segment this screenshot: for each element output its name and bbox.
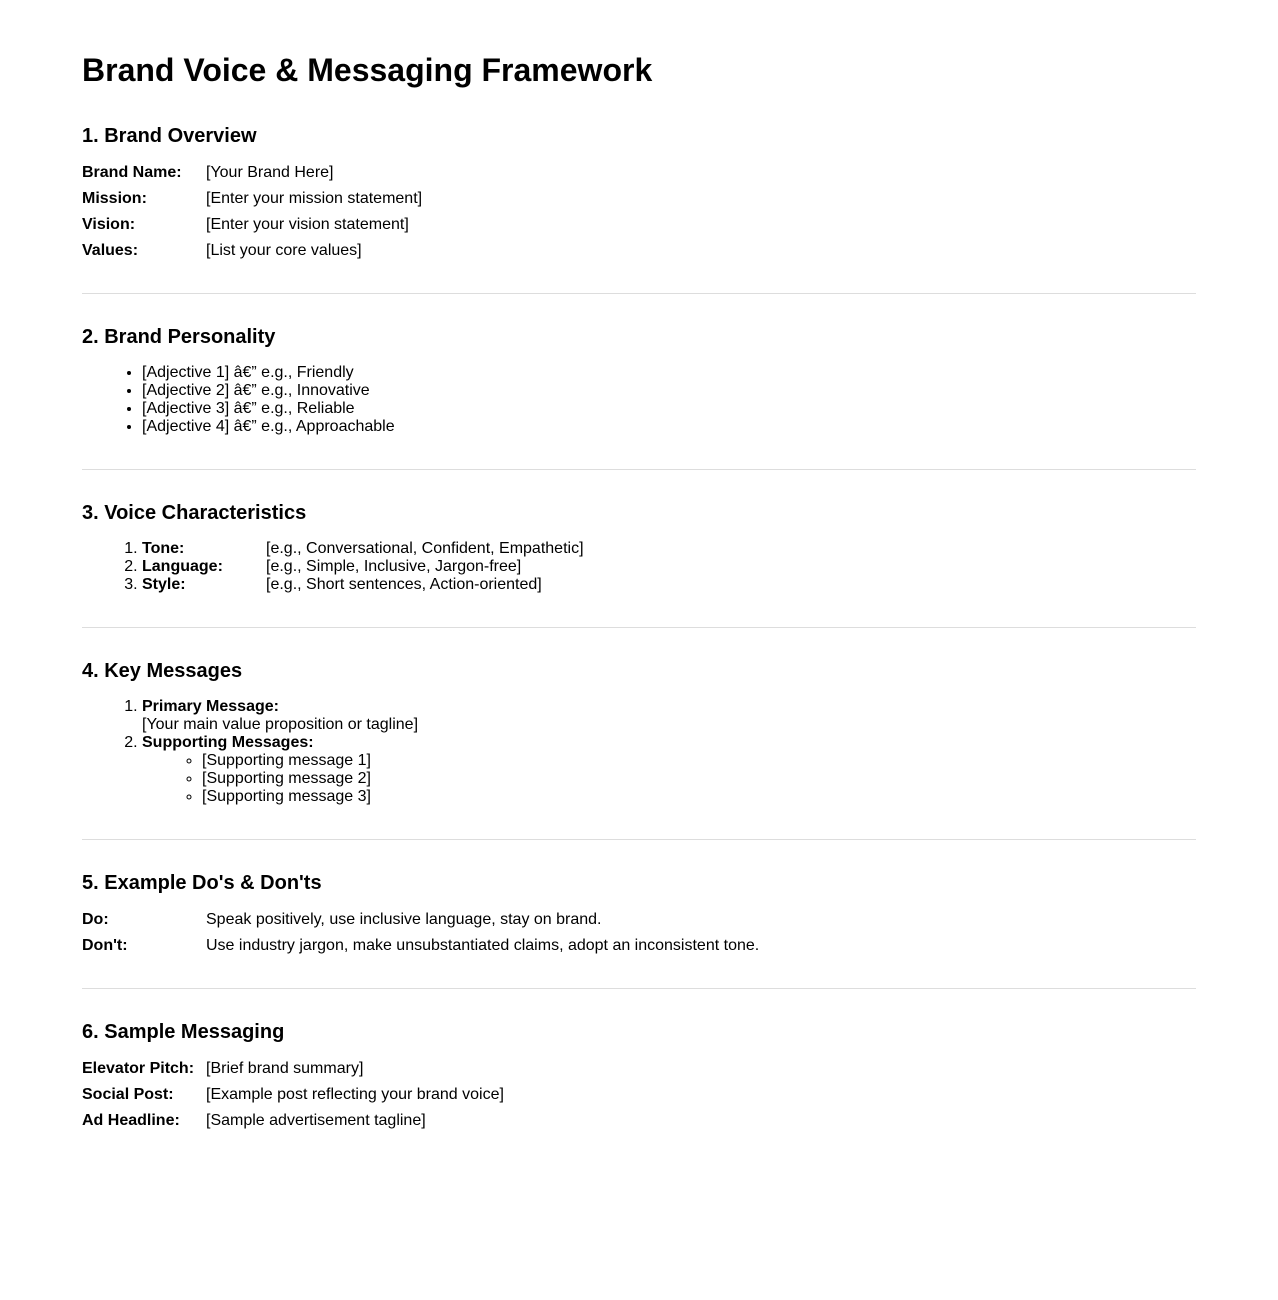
field-row-mission [82, 186, 1196, 212]
field-label: Elevator Pitch: [82, 1060, 195, 1077]
section-divider [82, 988, 1196, 989]
item-label: 1. Tone: [142, 540, 185, 557]
section-brand-personality [82, 325, 1196, 436]
personality-list [82, 364, 1196, 436]
section-brand-overview [82, 124, 1196, 264]
page-title: Brand Voice & Messaging Framework [82, 52, 653, 88]
list-item-supporting [142, 734, 1196, 806]
list-item-primary [142, 698, 1196, 734]
section-sample-messaging [82, 1020, 1196, 1134]
section-heading: 6. Sample Messaging [82, 1021, 285, 1043]
field-row-vision [82, 212, 1196, 238]
field-label: Ad Headline: [82, 1112, 180, 1129]
section-heading: 1. Brand Overview [82, 125, 257, 147]
dos-donts-fields [82, 907, 1196, 959]
item-value: [e.g., Conversational, Confident, Empathetic] [266, 540, 584, 557]
voice-list [82, 540, 1196, 594]
item-value: [e.g., Simple, Inclusive, Jargon-free] [266, 558, 522, 575]
field-value: [Your Brand Here] [206, 164, 334, 181]
section-divider [82, 469, 1196, 470]
section-heading: 2. Brand Personality [82, 326, 276, 348]
field-row-dont [82, 933, 1196, 959]
key-messages-list [82, 698, 1196, 806]
field-label: Brand Name: [82, 164, 182, 181]
list-item [142, 540, 1196, 558]
field-value: [Example post reflecting your brand voice] [206, 1086, 504, 1103]
field-row-ad-headline [82, 1108, 1196, 1134]
item-label: Primary Message: [142, 698, 279, 715]
field-value: [Brief brand summary] [206, 1060, 364, 1077]
section-divider [82, 627, 1196, 628]
field-label: Vision: [82, 216, 136, 233]
section-divider [82, 839, 1196, 840]
field-value: [List your core values] [206, 242, 362, 259]
list-item: • [Adjective 1] â€” e.g., Friendly [142, 364, 1196, 382]
brand-overview-fields [82, 160, 1196, 264]
field-value: [Enter your vision statement] [206, 216, 409, 233]
section-dos-donts [82, 871, 1196, 959]
field-value: [Enter your mission statement] [206, 190, 423, 207]
list-item: • [Adjective 4] â€” e.g., Approachable [142, 418, 1196, 436]
supporting-list [142, 752, 1196, 806]
list-item: ◦ [Supporting message 3] [202, 788, 1196, 806]
field-row-social-post [82, 1082, 1196, 1108]
field-label: Mission: [82, 190, 147, 207]
sample-messaging-fields [82, 1056, 1196, 1134]
field-label: Social Post: [82, 1086, 174, 1103]
list-item: ◦ [Supporting message 1] [202, 752, 1196, 770]
section-heading: 3. Voice Characteristics [82, 502, 307, 524]
field-label: Values: [82, 242, 139, 259]
list-item: ◦ [Supporting message 2] [202, 770, 1196, 788]
field-row-do [82, 907, 1196, 933]
list-item: • [Adjective 2] â€” e.g., Innovative [142, 382, 1196, 400]
field-value: Speak positively, use inclusive language, stay on brand. [206, 911, 602, 928]
item-value: [Your main value proposition or tagline] [142, 716, 419, 733]
list-item [142, 576, 1196, 594]
section-voice-characteristics [82, 501, 1196, 594]
field-row-brand-name [82, 160, 1196, 186]
item-label: Supporting Messages: [142, 734, 314, 751]
section-key-messages [82, 659, 1196, 806]
field-row-values [82, 238, 1196, 264]
section-heading: 5. Example Do's & Don'ts [82, 872, 322, 894]
list-item: • [Adjective 3] â€” e.g., Reliable [142, 400, 1196, 418]
field-value: [Sample advertisement tagline] [206, 1112, 426, 1129]
item-value: [e.g., Short sentences, Action-oriented] [266, 576, 542, 593]
field-row-elevator-pitch [82, 1056, 1196, 1082]
field-label: Don't: [82, 937, 128, 954]
item-label: 2. Language: [142, 558, 223, 575]
section-heading: 4. Key Messages [82, 660, 243, 682]
section-divider [82, 293, 1196, 294]
item-label: 3. Style: [142, 576, 186, 593]
field-value: Use industry jargon, make unsubstantiated claims, adopt an inconsistent tone. [206, 937, 760, 954]
list-item [142, 558, 1196, 576]
field-label: Do: [82, 911, 109, 928]
